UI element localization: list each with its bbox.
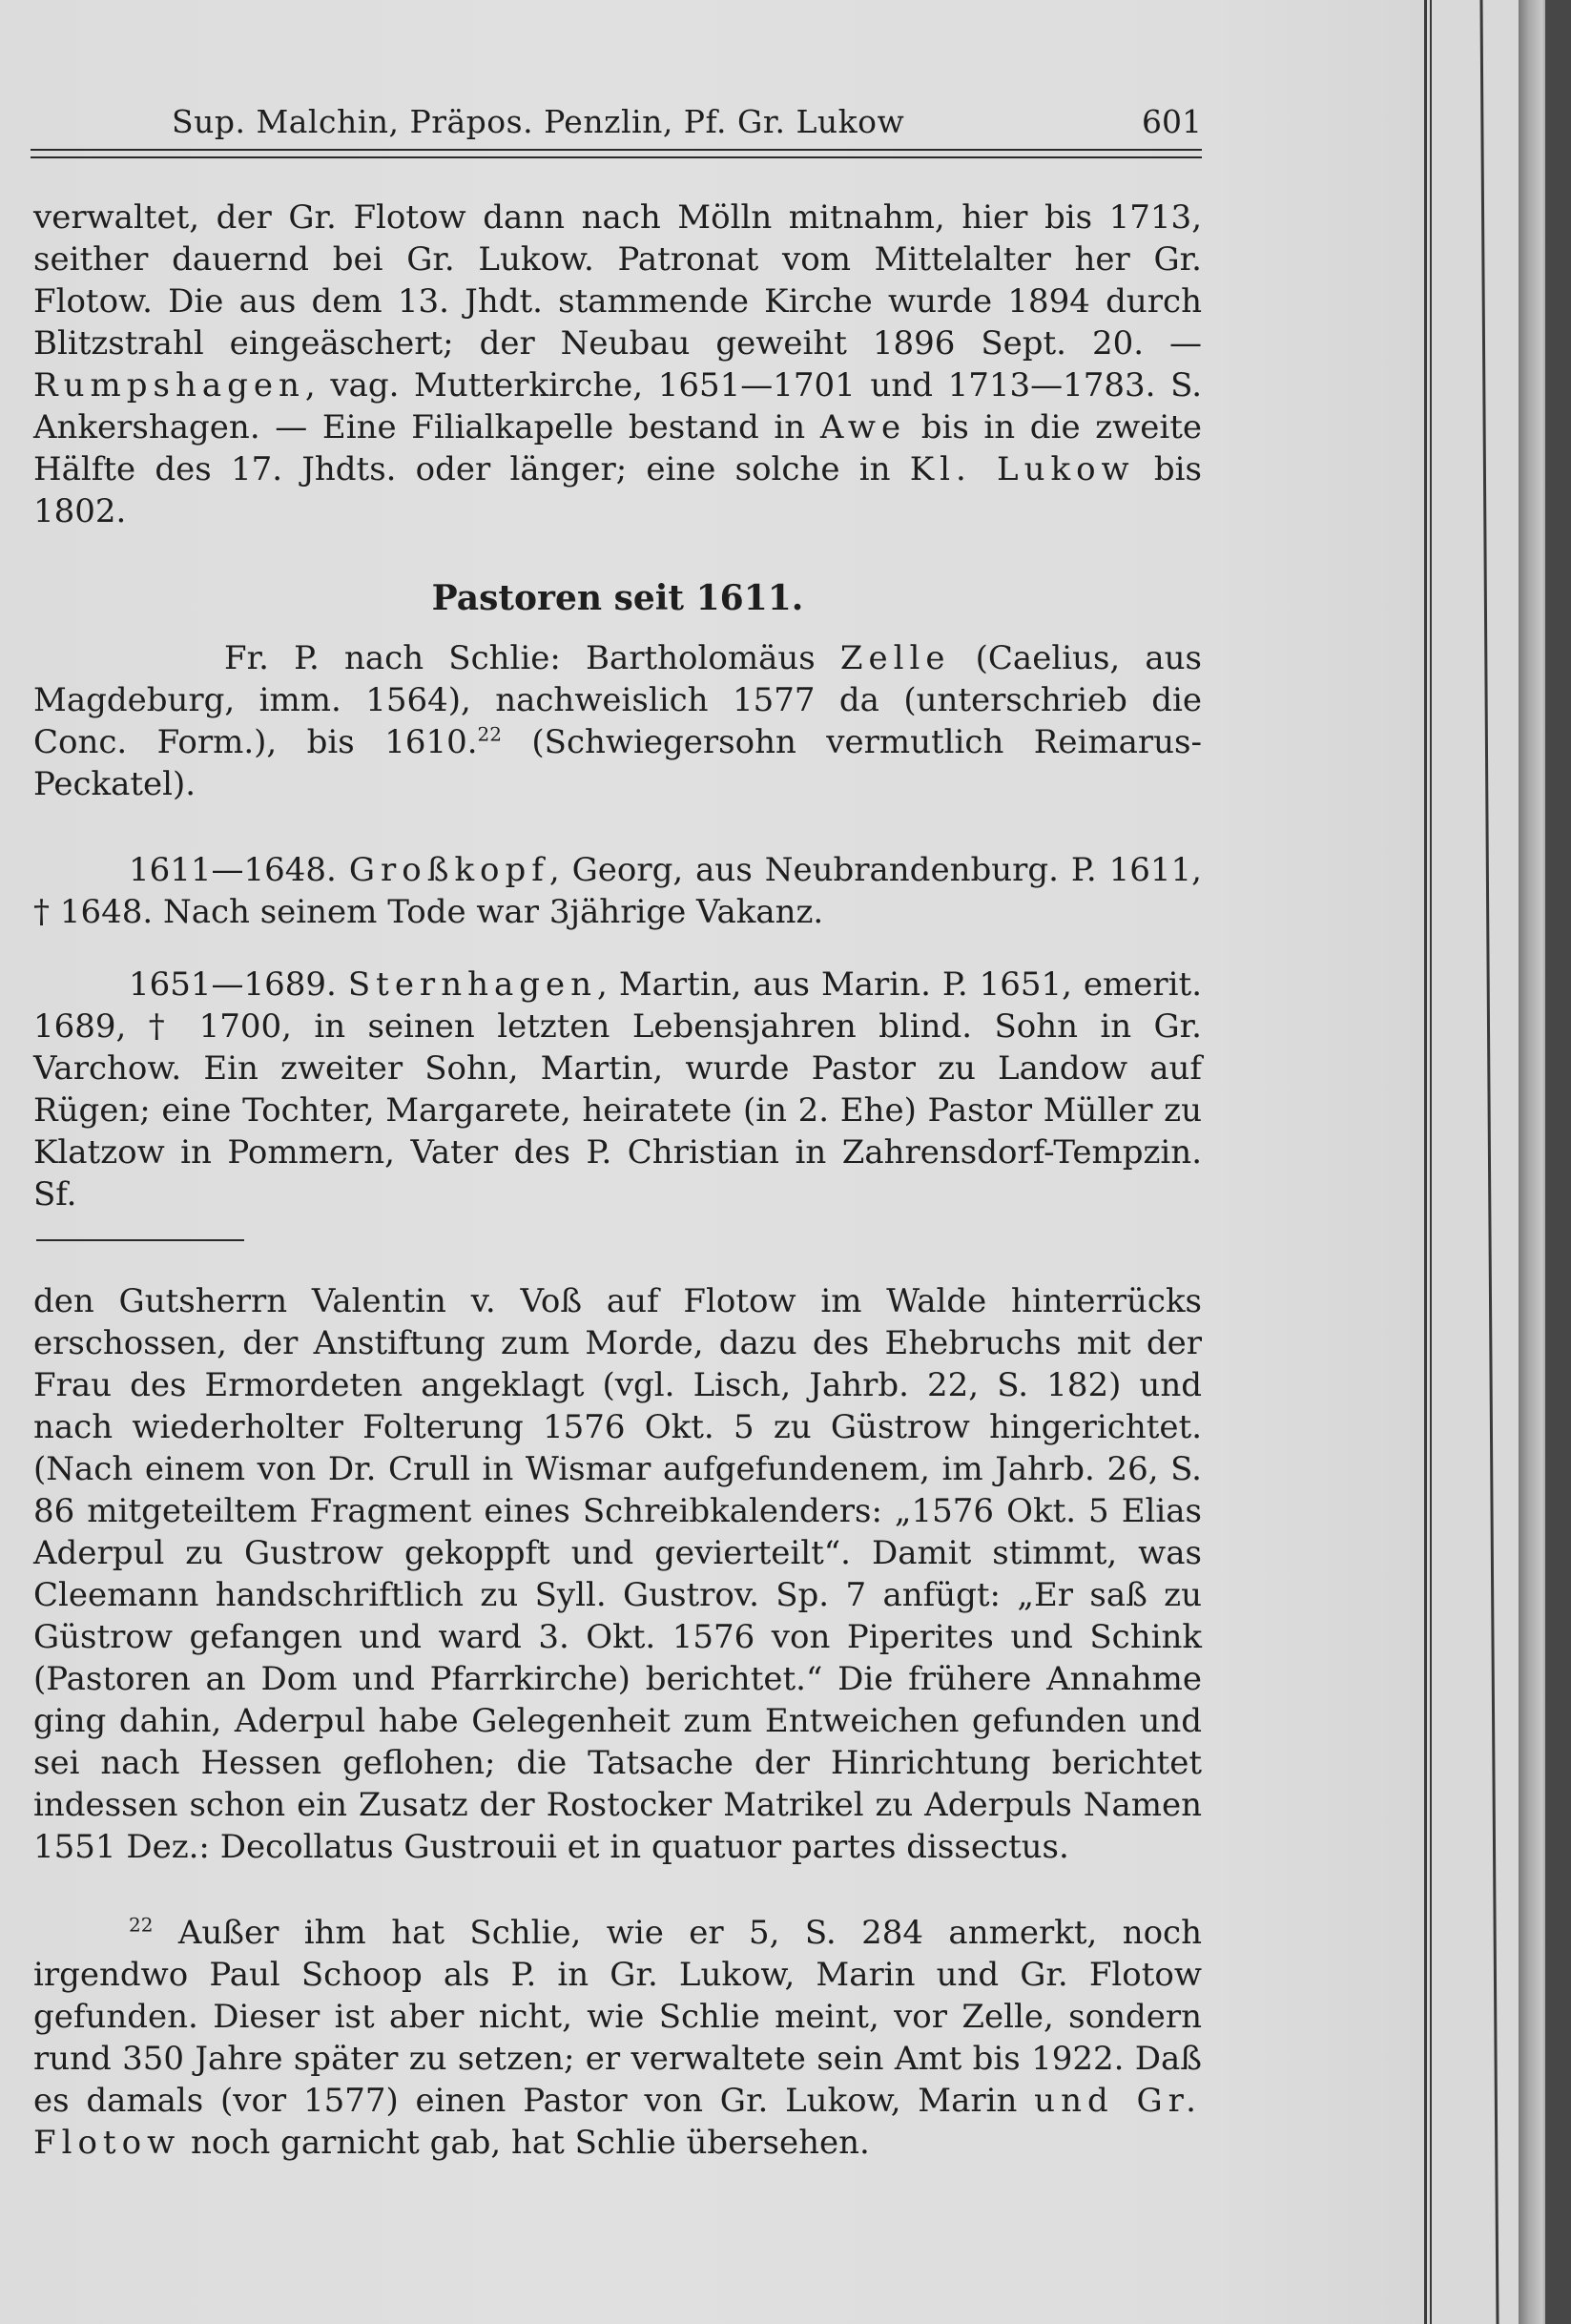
intro-text-3: bis in die zweite Hälfte des 17. Jhdts. oder länger; eine solche in [33,408,1202,488]
footnote-continued [33,1280,1202,1868]
footnote-reference: 22 [477,722,502,746]
entry-zelle [33,637,1202,805]
header-double-rule [31,149,1202,158]
entry-grosskopf [33,849,1202,933]
pastor-name: Zelle [839,639,951,677]
page-number: 601 [1142,103,1202,140]
place-awe: Awe [819,408,907,446]
intro-text-4: bis 1802. [33,450,1202,530]
footnote-separator [36,1239,244,1241]
footnote-22 [33,1912,1202,2164]
running-head [29,103,1202,147]
footnote-text-end: noch garnicht gab, hat Schlie übersehen. [180,2124,870,2162]
pastor-name: Sternhagen [347,965,598,1004]
entry-years: 1611—1648. [129,851,337,889]
intro-paragraph [33,197,1202,532]
footnote-continued-text: den Gutsherrn Valentin v. Voß auf Flotow im Walde hinterrücks erschossen, der Anstiftung zum Morde, dazu des Ehebruchs mit der Frau des Ermordeten angeklagt (vgl. Lisch, Jahrb. 22, S. 182) und nach wiederholter Folterung 1576 Okt. 5 zu Güstrow hingerichtet. (Nach einem von Dr. Crull in Wismar aufgefundenem, im Jahrb. 26, S. 86 mitgeteiltem Fragment eines Schreibkalenders: „1576 Okt. 5 Elias Aderpul zu Gustrow gekoppft und gevierteilt“. Damit stimmt, was Cleemann handschriftlich zu Syll. Gustrov. Sp. 7 anfügt: „Er saß zu Güstrow gefangen und ward 3. Okt. 1576 von Piperites und Schink (Pastoren an Dom und Pfarrkirche) berichtet.“ Die frühere Annahme ging dahin, Aderpul habe Gelegenheit zum Entweichen gefunden und sei nach Hessen geflohen; die Tatsache der Hinrichtung berichtet indessen schon ein Zusatz der Rostocker Matrikel zu Aderpuls Namen 1551 Dez.: Decollatus Gustrouii et in quatuor partes dissectus. [33,1282,1202,1866]
intro-text-1: verwaltet, der Gr. Flotow dann nach Mölln mitnahm, hier bis 1713, seither dauernd bei Gr. Lukow. Patronat vom Mittelalter her Gr. Flotow. Die aus dem 13. Jhdt. stammende Kirche wurde 1894 durch Blitzstrahl eingeäschert; der Neubau geweiht 1896 Sept. 20. — [33,198,1202,363]
entry-text-after: (Schwiegersohn vermutlich Reimarus-Peckatel). [33,723,1202,803]
entry-text: (Caelius, aus Magdeburg, imm. 1564), nachweislich 1577 da (unterschrieb die Conc. Form.), bis 1610. [33,639,1202,761]
page-edge-line [1479,0,1499,2324]
entry-text: , Martin, aus Marin. P. 1651, emerit. 1689, † 1700, in seinen letzten Lebensjahren blind. Sohn in Gr. Varchow. Ein zweiter Sohn, Martin, wurde Pastor zu Landow auf Rügen; eine Tochter, Margarete, heiratete (in 2. Ehe) Pastor Müller zu Klatzow in Pommern, Vater des P. Christian in Zahrensdorf-Tempzin. Sf. [33,965,1202,1214]
pastor-name: Großkopf [348,851,549,889]
footnote-marker: 22 [129,1913,154,1937]
intro-text-2: , vag. Mutterkirche, 1651—1701 und 1713—1783. S. Ankershagen. — Eine Filialkapelle bestand in [33,366,1202,446]
page-edge-line [1430,0,1432,2324]
entry-years: 1651—1689. [129,965,337,1004]
book-edge-dark [1545,0,1571,2324]
entry-text: , Georg, aus Neubrandenburg. P. 1611, † 1648. Nach seinem Tode war 3jährige Vakanz. [33,851,1202,931]
page-edge-line [1424,0,1427,2324]
entry-sternhagen [33,964,1202,1215]
place-rumpshagen: Rumpshagen [33,366,305,405]
section-heading: Pastoren seit 1611. [431,578,804,618]
entry-prefix: Fr. P. nach Schlie: Bartholomäus [224,639,840,677]
footnote-spaced-text: und Gr. Flotow [33,2082,1202,2162]
place-kl-lukow: Kl. Lukow [909,450,1135,488]
footnote-text: Außer ihm hat Schlie, wie er 5, S. 284 anmerkt, noch irgendwo Paul Schoop als P. in Gr. Lukow, Marin und Gr. Flotow gefunden. Dieser ist aber nicht, wie Schlie meint, vor Zelle, sondern rund 350 Jahre später zu setzen; er verwaltete sein Amt bis 1922. Daß es damals (vor 1577) einen Pastor von Gr. Lukow, Marin [33,1914,1202,2120]
running-head-title: Sup. Malchin, Präpos. Penzlin, Pf. Gr. Lukow [172,103,905,140]
